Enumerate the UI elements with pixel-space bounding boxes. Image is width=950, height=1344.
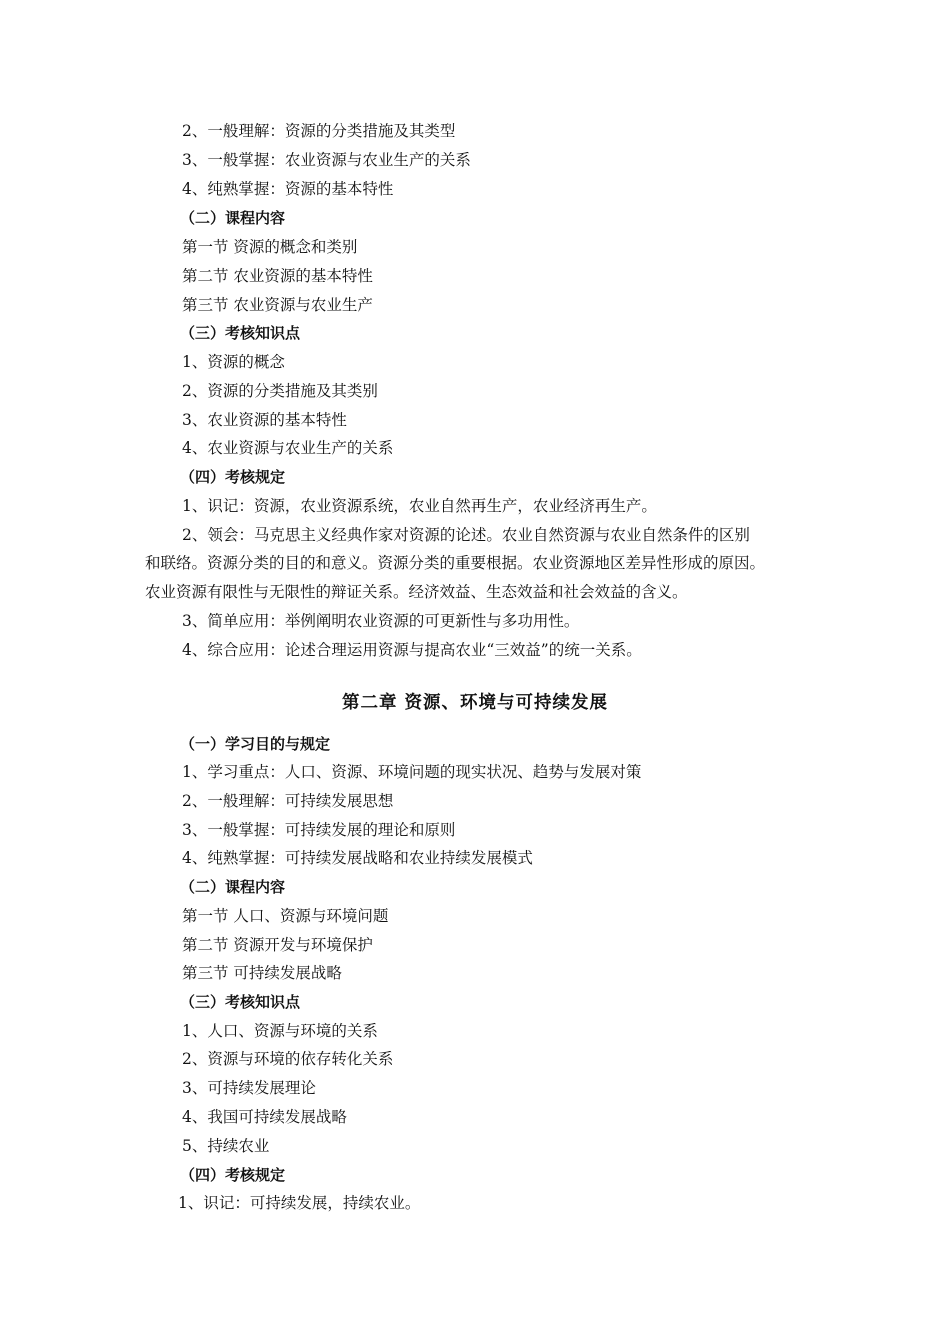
requirement-item-continued: 农业资源有限性与无限性的辩证关系。经济效益、生态效益和社会效益的含义。 bbox=[145, 583, 688, 601]
requirement-item: 2、领会：马克思主义经典作家对资源的论述。农业自然资源与农业自然条件的区别 bbox=[182, 526, 750, 544]
requirements-heading: （四）考核规定 bbox=[180, 1166, 286, 1184]
requirement-item-continued: 和联络。资源分类的目的和意义。资源分类的重要根据。农业资源地区差异性形成的原因。 bbox=[145, 554, 766, 572]
objective-item: 4、纯熟掌握：资源的基本特性 bbox=[182, 180, 394, 198]
course-content-heading: （二）课程内容 bbox=[180, 209, 286, 227]
content-item: 第三节 农业资源与农业生产 bbox=[182, 296, 373, 314]
requirements-heading: （四）考核规定 bbox=[180, 468, 286, 486]
knowledge-points-heading: （三）考核知识点 bbox=[180, 993, 301, 1011]
learning-goals-heading: （一）学习目的与规定 bbox=[180, 735, 331, 753]
knowledge-item: 1、资源的概念 bbox=[182, 353, 285, 371]
content-item: 第一节 资源的概念和类别 bbox=[182, 238, 358, 256]
requirement-item: 4、综合应用：论述合理运用资源与提高农业“三效益”的统一关系。 bbox=[182, 641, 642, 659]
goal-item: 2、一般理解：可持续发展思想 bbox=[182, 792, 394, 810]
chapter-title: 第二章 资源、环境与可持续发展 bbox=[341, 693, 609, 713]
goal-item: 1、学习重点：人口、资源、环境问题的现实状况、趋势与发展对策 bbox=[182, 763, 642, 781]
knowledge-item: 1、人口、资源与环境的关系 bbox=[182, 1022, 378, 1040]
knowledge-item: 5、持续农业 bbox=[182, 1137, 270, 1155]
goal-item: 4、纯熟掌握：可持续发展战略和农业持续发展模式 bbox=[182, 849, 533, 867]
knowledge-points-heading: （三）考核知识点 bbox=[180, 324, 301, 342]
knowledge-item: 3、农业资源的基本特性 bbox=[182, 411, 347, 429]
knowledge-item: 4、农业资源与农业生产的关系 bbox=[182, 439, 394, 457]
requirement-item: 1、识记：可持续发展，持续农业。 bbox=[178, 1194, 421, 1212]
requirement-item: 1、识记：资源，农业资源系统，农业自然再生产，农业经济再生产。 bbox=[182, 497, 657, 515]
course-content-heading: （二）课程内容 bbox=[180, 878, 286, 896]
content-item: 第一节 人口、资源与环境问题 bbox=[182, 907, 389, 925]
objective-item: 3、一般掌握：农业资源与农业生产的关系 bbox=[182, 151, 471, 169]
knowledge-item: 3、可持续发展理论 bbox=[182, 1079, 316, 1097]
requirement-item: 3、简单应用：举例阐明农业资源的可更新性与多功用性。 bbox=[182, 612, 580, 630]
goal-item: 3、一般掌握：可持续发展的理论和原则 bbox=[182, 821, 456, 839]
content-item: 第三节 可持续发展战略 bbox=[182, 964, 342, 982]
content-item: 第二节 农业资源的基本特性 bbox=[182, 267, 373, 285]
knowledge-item: 2、资源的分类措施及其类别 bbox=[182, 382, 378, 400]
knowledge-item: 4、我国可持续发展战略 bbox=[182, 1108, 347, 1126]
content-item: 第二节 资源开发与环境保护 bbox=[182, 936, 373, 954]
knowledge-item: 2、资源与环境的依存转化关系 bbox=[182, 1050, 394, 1068]
objective-item: 2、一般理解：资源的分类措施及其类型 bbox=[182, 122, 456, 140]
